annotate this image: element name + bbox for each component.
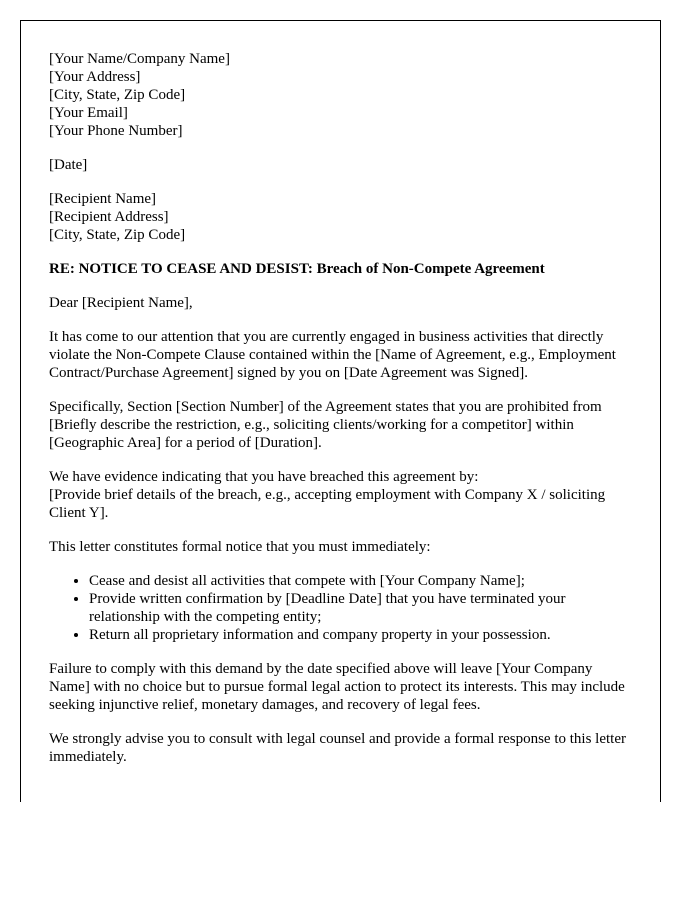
sender-email: [Your Email] xyxy=(49,105,128,121)
letter-date: [Date] xyxy=(49,157,88,173)
demand-item-cease: • Cease and desist all activities that compete with [Your Company Name]; xyxy=(89,572,632,590)
paragraph-consequences: Failure to comply with this demand by the date specified above will leave [Your Company Name] with no choice but to pursue formal legal action to protect its interests. This may include seeking injunctive relief, monetary damages, and recovery of legal fees. xyxy=(49,661,625,713)
paragraph-section: Specifically, Section [Section Number] of the Agreement states that you are prohibited from [Briefly describe the restriction, e.g., soliciting clients/working for a competitor] within [Geographic Area] for a period of [Duration]. xyxy=(49,399,602,451)
date-block xyxy=(49,156,632,174)
evidence-intro: We have evidence indicating that you have breached this agreement by: xyxy=(49,469,479,485)
paragraph-evidence xyxy=(49,468,632,522)
recipient-block xyxy=(49,190,632,244)
recipient-address: [Recipient Address] xyxy=(49,209,169,225)
recipient-name: [Recipient Name] xyxy=(49,191,157,207)
letter-body xyxy=(49,50,632,766)
recipient-city: [City, State, Zip Code] xyxy=(49,227,186,243)
sender-block xyxy=(49,50,632,140)
subject-line: RE: NOTICE TO CEASE AND DESIST: Breach of Non-Compete Agreement xyxy=(49,261,545,277)
demand-item-confirmation: • Provide written confirmation by [Deadline Date] that you have terminated your relationship with the competing entity; xyxy=(89,590,632,626)
sender-name: [Your Name/Company Name] xyxy=(49,51,230,67)
paragraph-advice: We strongly advise you to consult with legal counsel and provide a formal response to this letter immediately. xyxy=(49,731,626,765)
demand-item-return-property: • Return all proprietary information and company property in your possession. xyxy=(89,626,632,644)
salutation: Dear [Recipient Name], xyxy=(49,295,193,311)
letter-page xyxy=(20,20,661,802)
paragraph-violation: It has come to our attention that you are currently engaged in business activities that directly violate the Non-Compete Clause contained within the [Name of Agreement, e.g., Employment Contract/Purchase Agreement] signed by you on [Date Agreement was Signed]. xyxy=(49,329,616,381)
sender-city: [City, State, Zip Code] xyxy=(49,87,186,103)
demands-list xyxy=(49,572,632,644)
paragraph-formal-notice: This letter constitutes formal notice that you must immediately: xyxy=(49,539,431,555)
evidence-details: [Provide brief details of the breach, e.g., accepting employment with Company X / soliciting Client Y]. xyxy=(49,487,606,521)
sender-address: [Your Address] xyxy=(49,69,141,85)
sender-phone: [Your Phone Number] xyxy=(49,123,183,139)
